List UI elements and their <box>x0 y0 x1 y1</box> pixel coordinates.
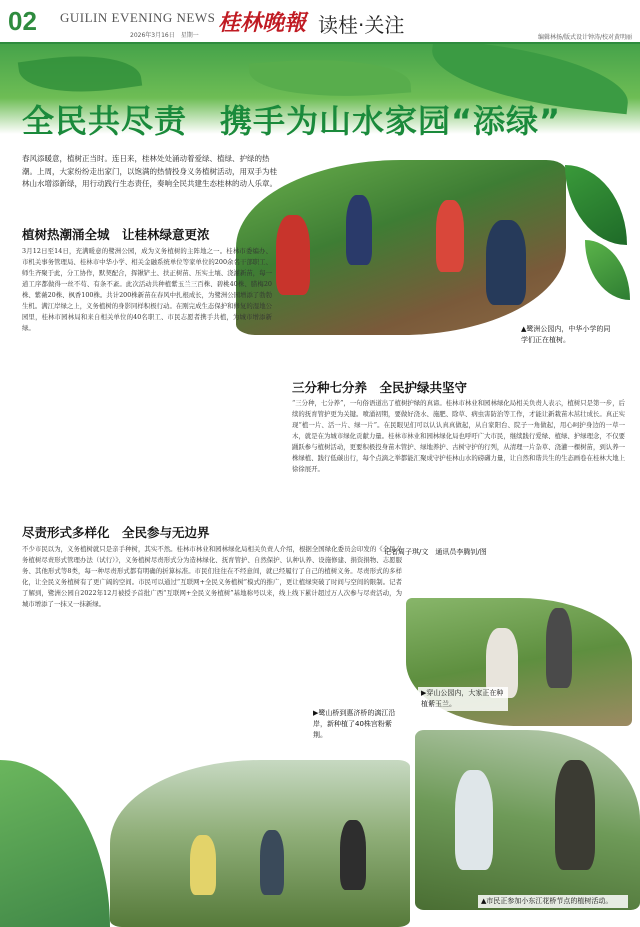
leaf-decoration <box>585 240 630 300</box>
person-figure <box>436 200 464 272</box>
photo-caption: ▲鹭洲公园内，中华小学的同学们正在植树。 <box>518 323 616 347</box>
photo-riverside-planting <box>110 760 410 927</box>
person-figure <box>546 608 572 688</box>
page-header <box>0 0 640 44</box>
section-heading: 植树热潮涌全城 让桂林绿意更浓 <box>22 227 210 242</box>
photo-children-planting <box>236 160 566 335</box>
leaf-decoration <box>0 760 110 927</box>
headline: 全民共尽责 携手为山水家园“添绿” <box>22 102 562 140</box>
page-number: 02 <box>8 6 37 36</box>
person-figure <box>346 195 372 265</box>
lead-paragraph: 春风添暖意，植树正当时。连日来，桂林处处涌动着爱绿、植绿、护绿的热潮。上周，大家纷纷走出家门，以饱满的热情投身义务植树活动，用双手为桂林山水增添新绿，用行动践行生态责任，奏响全民共建生态桂林的动人乐章。 <box>22 154 277 188</box>
person-figure <box>260 830 284 895</box>
leaf-decoration <box>565 165 627 245</box>
byline: 记者周子琪/文 通讯员李腾钊/图 <box>384 548 487 556</box>
article-body: 不少市民以为，义务植树就只是亲手种树，其实不然。桂林市林业和园林绿化局相关负责人介绍，根据全国绿化委员会印发的《全民义务植树尽责形式管理办法（试行）》，义务植树尽责形式分为造林绿化、抚育管护、自然保护、认种认养、设施修建、捐资捐物、志愿服务、其他形式等8类，每一种尽责形式都有明确的折算标准。市民们往往在不经意间，就已经履行了自己的植树义务。尽责形式的多样化，让全民义务植树有了更广阔的空间。市民可以通过“互联网+全民义务植树”模式的推广，更让植绿突破了时间与空间的限制。记者了解到，鹭洲公园自2022年12月被授予首批广西“互联网+全民义务植树”基地称号以来，线上线下累计超过万人次参与尽责活动，为城市增添了一抹又一抹新绿。 <box>22 545 402 608</box>
leaf-decoration <box>18 46 142 102</box>
person-figure <box>455 770 493 870</box>
person-figure <box>340 820 366 890</box>
photo-river-planting <box>415 730 640 910</box>
photo-caption: ▶鹭山桥到惠济桥的漓江沿岸，新种植了40株宫粉紫荆。 <box>310 707 406 742</box>
person-figure <box>486 220 526 305</box>
photo-caption: ▲市民正参加小东江花桥节点的植树活动。 <box>478 895 628 908</box>
section-heading: 三分种七分养 全民护绿共坚守 <box>292 380 468 395</box>
column-title: 读桂·关注 <box>318 13 405 37</box>
english-masthead: GUILIN EVENING NEWS <box>60 10 216 25</box>
paper-logo: 桂林晚報 <box>218 10 307 36</box>
person-figure <box>555 760 595 870</box>
photo-caption: ▶穿山公园内，大家正在种植紫玉兰。 <box>418 687 508 711</box>
section-heading: 尽责形式多样化 全民参与无边界 <box>22 525 210 540</box>
person-figure <box>276 215 310 295</box>
editor-credits: 编辑林扬/版式设计钟涛/校对黄明丽 <box>537 34 632 41</box>
article-body: 3月12日至14日，充满暖意的鹭洲公园，成为义务植树的主阵地之一。桂林市委编办、市机关事务管理局、桂林市中华小学、相关金融系统单位等家单位的200余名干部职工、师生齐聚于此，分工协作，默契配合，挥锹铲土、扶正树苗、压实土壤、浇灌新苗，每一道工序都做得一丝不苟、有条不紊。此次活动共种植紫玉兰三百株、碧桃40株、腊梅20株、紫薇20株、枫香100株。共计200株新苗在春风中扎根成长，为鹭洲公园增添了勃勃生机。满江岸绿之上，义务植树的身影同样积极行动。在刚完成生态保护和修复的湿地公园里，桂林市园林局和来自相关单位的40名职工、市民志愿者携手共植，为城市增添新绿。 <box>22 247 272 332</box>
issue-date: 2026年3月16日 星期一 <box>130 32 199 39</box>
person-figure <box>190 835 216 895</box>
article-body: “三分种，七分养”，一句俗语道出了植树护绿的真谛。桂林市林业和园林绿化局相关负责人表示，植树只是第一步，后续的抚育管护更为关键。喷涌初期，要做好浇水、施肥、除草、病虫害防治等工作，才能让新栽苗木茁壮成长。真正实现“植一片、活一片、绿一片”。在民眼见们可以认认真真做起，从自家阳台、院子一角做起，用心呵护身边的一草一木，就是在为城市绿化贡献力量。桂林市林业和园林绿化局也呼吁广大市民，继续践行爱绿、植绿、护绿理念，不仅要踊跃参与植树活动，更要积极投身苗木管护、绿地养护、古树守护的行列，从清理一片杂草、浇灌一棵树苗，到认养一株绿植、践行低碳出行，每个点滴之举都能汇聚成守护桂林山水的磅礴力量，让自然和谐共生的生态画卷在桂林大地上徐徐展开。 <box>292 399 625 473</box>
